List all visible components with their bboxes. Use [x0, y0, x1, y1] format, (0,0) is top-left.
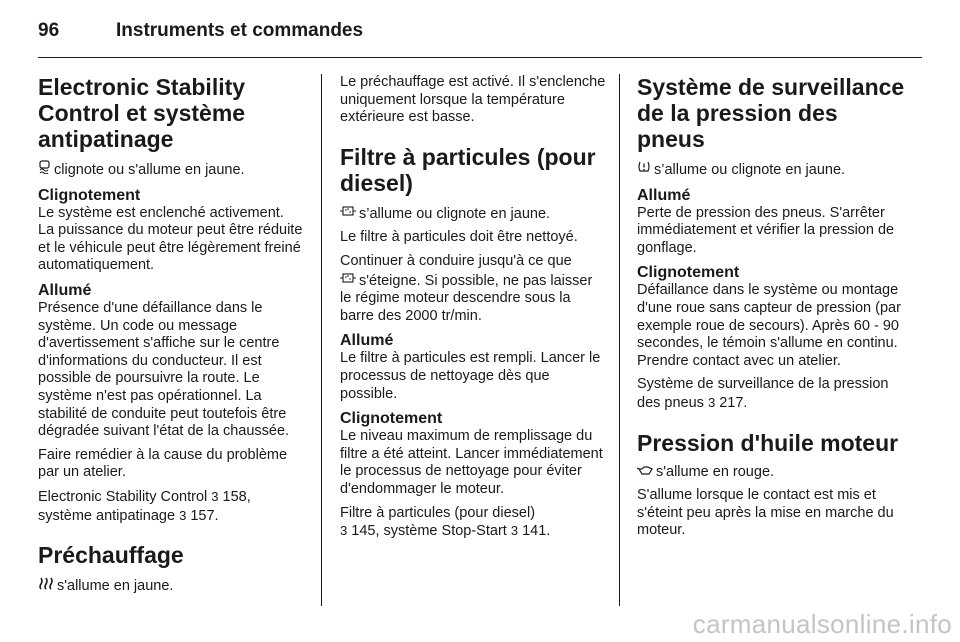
esc-blinking-text: Le système est enclenché activement. La puissance du moteur peut être réduite et le véhicule peut être légèrement freiné automatiquement.	[38, 204, 303, 274]
esc-heading: Electronic Stability Control et système antipatinage	[38, 74, 246, 152]
tpms-blinking-text: Défaillance dans le système ou montage d'une roue sans capteur de pression (par exemple roue de secours). Après 60 - 90 secondes, le témoin s'allume en continu. Prendre contact avec un atelier.	[637, 282, 901, 369]
column-3	[637, 74, 907, 546]
tpms-ref-link[interactable]: 217.	[719, 394, 748, 411]
oil-text: S'allume lorsque le contact est mis et s'éteint peu après la mise en marche du moteur.	[637, 487, 894, 539]
dpf-intro: s’allume ou clignote en jaune.	[340, 204, 606, 224]
dpf-on-title: Allumé	[340, 332, 394, 350]
column-divider-2	[619, 74, 620, 606]
preheat-heading: Préchauffage	[38, 542, 184, 569]
tpms-references: Système de surveillance de la pression des pneus 3 217.	[637, 376, 889, 411]
chapter-title: Instruments et commandes	[116, 20, 364, 41]
page-number: 96	[38, 20, 60, 41]
esc-intro: clignote ou s'allume en jaune.	[38, 160, 303, 180]
page-header	[38, 20, 363, 42]
dpf-ref-link[interactable]: 145, système Stop-Start	[351, 523, 507, 540]
preheat-continued: Le préchauffage est activé. Il s'enclenche uniquement lorsque la température extérieure est basse.	[340, 74, 606, 126]
page-ref-arrow-icon: 3	[340, 523, 348, 539]
tire-pressure-icon	[637, 160, 651, 180]
oil-intro: s'allume en rouge.	[637, 464, 907, 482]
tpms-on-title: Allumé	[637, 186, 691, 204]
particle-filter-icon	[340, 204, 356, 224]
dpf-clean-text: Le filtre à particules doit être nettoyé.	[340, 229, 578, 246]
dpf-on-text: Le filtre à particules est rempli. Lancer le processus de nettoyage dès que possible.	[340, 350, 601, 402]
dpf-heading: Filtre à particules (pour diesel)	[340, 143, 596, 196]
tpms-heading: Système de surveillance de la pression des pneus	[637, 74, 905, 152]
esc-references: Electronic Stability Control 3 158, système antipatinage 3 157.	[38, 488, 251, 524]
page-ref-arrow-icon: 3	[211, 488, 219, 504]
esc-ref-link[interactable]: 158,	[222, 488, 251, 505]
esc-on-text: Présence d'une défaillance dans le système. Un code ou message d'avertissement s'affiche sur le centre d'informations du conducteur. Il est possible de poursuivre la route. Le système n'est pas opérationnel. La stabilité de conduite peut toutefois être dégradée suivant l'état de la chaussée.	[38, 299, 290, 440]
column-1	[38, 74, 303, 602]
page-ref-arrow-icon: 3	[707, 394, 716, 410]
tcs-ref-link[interactable]: 157.	[190, 507, 219, 524]
tpms-intro: s’allume ou clignote en jaune.	[637, 160, 907, 180]
particle-filter-icon	[340, 271, 356, 291]
watermark: carmanualsonline.info	[692, 609, 952, 639]
stop-start-ref-link[interactable]: 141.	[522, 523, 551, 540]
preheat-intro: s'allume en jaune.	[38, 576, 303, 596]
dpf-references: Filtre à particules (pour diesel) 3 145, système Stop-Start 3 141.	[340, 504, 551, 540]
dpf-blinking-text: Le niveau maximum de remplissage du filtre a été atteint. Lancer immédiatement le processus de nettoyage pour éviter d'endommager le moteur.	[340, 428, 603, 497]
esc-on-title: Allumé	[38, 281, 92, 299]
esc-blinking-title: Clignotement	[38, 186, 141, 204]
oil-heading: Pression d'huile moteur	[637, 429, 899, 456]
oil-can-icon	[637, 464, 653, 482]
esc-car-skid-icon	[38, 160, 51, 180]
tpms-on-text: Perte de pression des pneus. S'arrêter immédiatement et vérifier la pression de gonflage.	[637, 204, 895, 256]
header-rule	[38, 57, 922, 58]
tpms-blinking-title: Clignotement	[637, 264, 740, 282]
dpf-blinking-title: Clignotement	[340, 410, 443, 428]
glow-plug-icon	[38, 576, 54, 596]
dpf-continue-text: Continuer à conduire jusqu'à ce que s'éteigne. Si possible, ne pas laisser le régime moteur descendre sous la barre des 2000 tr/min.	[340, 252, 593, 324]
esc-workshop-text: Faire remédier à la cause du problème par un atelier.	[38, 446, 288, 481]
column-2	[340, 74, 606, 547]
page-ref-arrow-icon: 3	[179, 507, 187, 523]
page-ref-arrow-icon: 3	[510, 523, 519, 539]
column-divider-1	[321, 74, 322, 606]
